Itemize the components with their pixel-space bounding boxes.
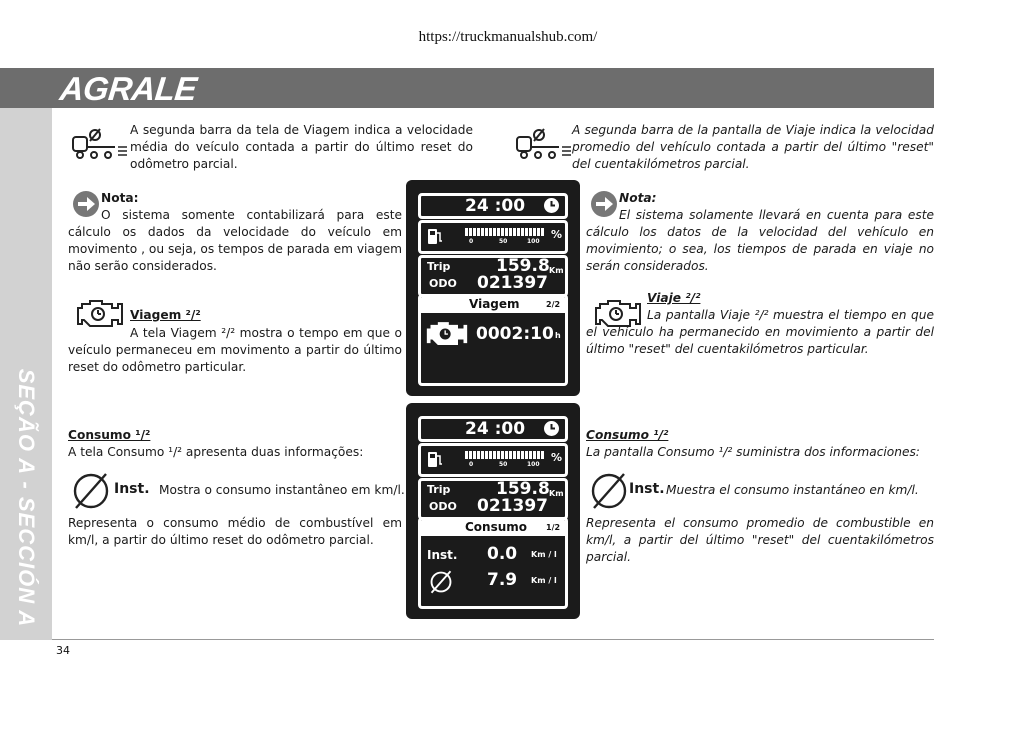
es-viaje-body: La pantalla Viaje ²/² muestra el tiempo en que el vehículo ha permanecido en movimiento a partir del último "reset" del cuentakilómetros particular. (586, 308, 934, 356)
average-diameter-icon-es (590, 472, 628, 510)
es-viaje-title: Viaje ²/² (647, 291, 701, 305)
trip-value: 159.8 (496, 479, 550, 499)
pt-inst-label: Inst. (114, 481, 150, 497)
fuel-percent: % (551, 228, 563, 241)
trip-value: 159.8 (496, 256, 550, 276)
trip-odo-box (418, 478, 568, 520)
pt-viagem-body: A tela Viagem ²/² mostra o tempo em que o veículo permaneceu em movimento a partir do último reset do odômetro particular. (68, 326, 402, 374)
trip-label: Trip (427, 260, 451, 273)
odo-value: 021397 (477, 496, 548, 516)
travel-time-unit: h (555, 331, 561, 340)
fuel-bar (418, 220, 568, 254)
fuel-gauge (465, 228, 545, 236)
section-sidebar (0, 108, 52, 640)
inst-unit: Km / l (531, 550, 557, 559)
viagem-screen (418, 294, 568, 386)
es-inst-desc: Muestra el consumo instantáneo en km/l. (666, 483, 919, 497)
travel-time-value: 0002:10 (476, 324, 554, 344)
trip-unit: Km (549, 489, 564, 498)
inst-value: 0.0 (487, 544, 518, 564)
pt-nota-body: O sistema somente contabilizará para este cálculo os dados da velocidade do veículo em movimento , ou seja, os tempos de parada em viagem não serão considerados. (68, 208, 402, 273)
odo-label: ODO (429, 500, 457, 513)
fuel-scale-100: 100 (527, 461, 540, 468)
trip-label: Trip (427, 483, 451, 496)
es-consumo-title: Consumo ¹/² (586, 428, 669, 442)
consumo-screen (418, 517, 568, 609)
clock-bar (418, 193, 568, 219)
average-diameter-icon (429, 570, 453, 594)
page-number: 34 (56, 644, 70, 657)
es-nota-title: Nota: (619, 191, 657, 205)
clock-icon (543, 420, 560, 437)
fuel-percent: % (551, 451, 563, 464)
pt-viagem-title: Viagem ²/² (130, 308, 201, 322)
trip-odo-box (418, 255, 568, 297)
es-nota-body: El sistema solamente llevará en cuenta para este cálculo los datos de la velocidad del vehículo en movimiento; o sea, los tiempos de parada en viaje no serán considerados. (586, 208, 934, 273)
fuel-scale-50: 50 (499, 461, 508, 468)
dashboard-display-viagem (406, 180, 580, 396)
fuel-scale-0: 0 (469, 238, 474, 245)
screen-page: 2/2 (546, 300, 561, 309)
screen-title: Viagem (469, 297, 520, 311)
fuel-pump-icon (427, 450, 443, 468)
clock-value: 24 :00 (465, 419, 526, 439)
fuel-scale-50: 50 (499, 238, 508, 245)
pt-avg-desc: Representa o consumo médio de combustível em km/l, a partir do último reset do odômetro parcial. (68, 516, 402, 547)
trip-unit: Km (549, 266, 564, 275)
pt-inst-desc: Mostra o consumo instantâneo em km/l. (159, 483, 405, 497)
average-diameter-icon (72, 472, 110, 510)
odo-label: ODO (429, 277, 457, 290)
pt-nota-title: Nota: (101, 191, 139, 205)
fuel-pump-icon (427, 227, 443, 245)
dashboard-display-consumo (406, 403, 580, 619)
truck-speed-icon-es (514, 128, 572, 162)
clock-value: 24 :00 (465, 196, 526, 216)
clock-bar (418, 416, 568, 442)
fuel-scale-0: 0 (469, 461, 474, 468)
source-url[interactable]: https://truckmanualshub.com/ (418, 29, 598, 45)
es-inst-label: Inst. (629, 481, 665, 497)
clock-icon (543, 197, 560, 214)
brand-logo: AGRALE (58, 70, 199, 107)
footer-rule (52, 639, 934, 640)
section-label: SEÇÃO A - SECCIÓN A (14, 368, 39, 628)
pt-consumo-intro: A tela Consumo ¹/² apresenta duas informações: (68, 445, 364, 459)
engine-time-icon (425, 319, 469, 349)
screen-page: 1/2 (546, 523, 561, 532)
avg-value: 7.9 (487, 570, 518, 590)
fuel-scale-100: 100 (527, 238, 540, 245)
pt-avg-speed-text: A segunda barra da tela de Viagem indica a velocidade média do veículo contada a partir do último reset do odômetro parcial. (130, 123, 473, 171)
avg-unit: Km / l (531, 576, 557, 585)
pt-consumo-title: Consumo ¹/² (68, 428, 151, 442)
odo-value: 021397 (477, 273, 548, 293)
inst-label: Inst. (427, 548, 458, 562)
screen-title-bar (421, 297, 565, 313)
screen-title: Consumo (465, 520, 528, 534)
fuel-bar (418, 443, 568, 477)
screen-title-bar (421, 520, 565, 536)
es-avg-desc: Representa el consumo promedio de combustible en km/l, a partir del último "reset" del cuentakilómetros parcial. (586, 516, 934, 564)
es-consumo-intro: La pantalla Consumo ¹/² suministra dos informaciones: (586, 445, 920, 459)
fuel-gauge (465, 451, 545, 459)
es-avg-speed-text: A segunda barra de la pantalla de Viaje indica la velocidad promedio del vehículo contada a partir del último "reset" del cuentakilómetros parcial. (572, 123, 934, 171)
truck-speed-icon (70, 128, 128, 162)
